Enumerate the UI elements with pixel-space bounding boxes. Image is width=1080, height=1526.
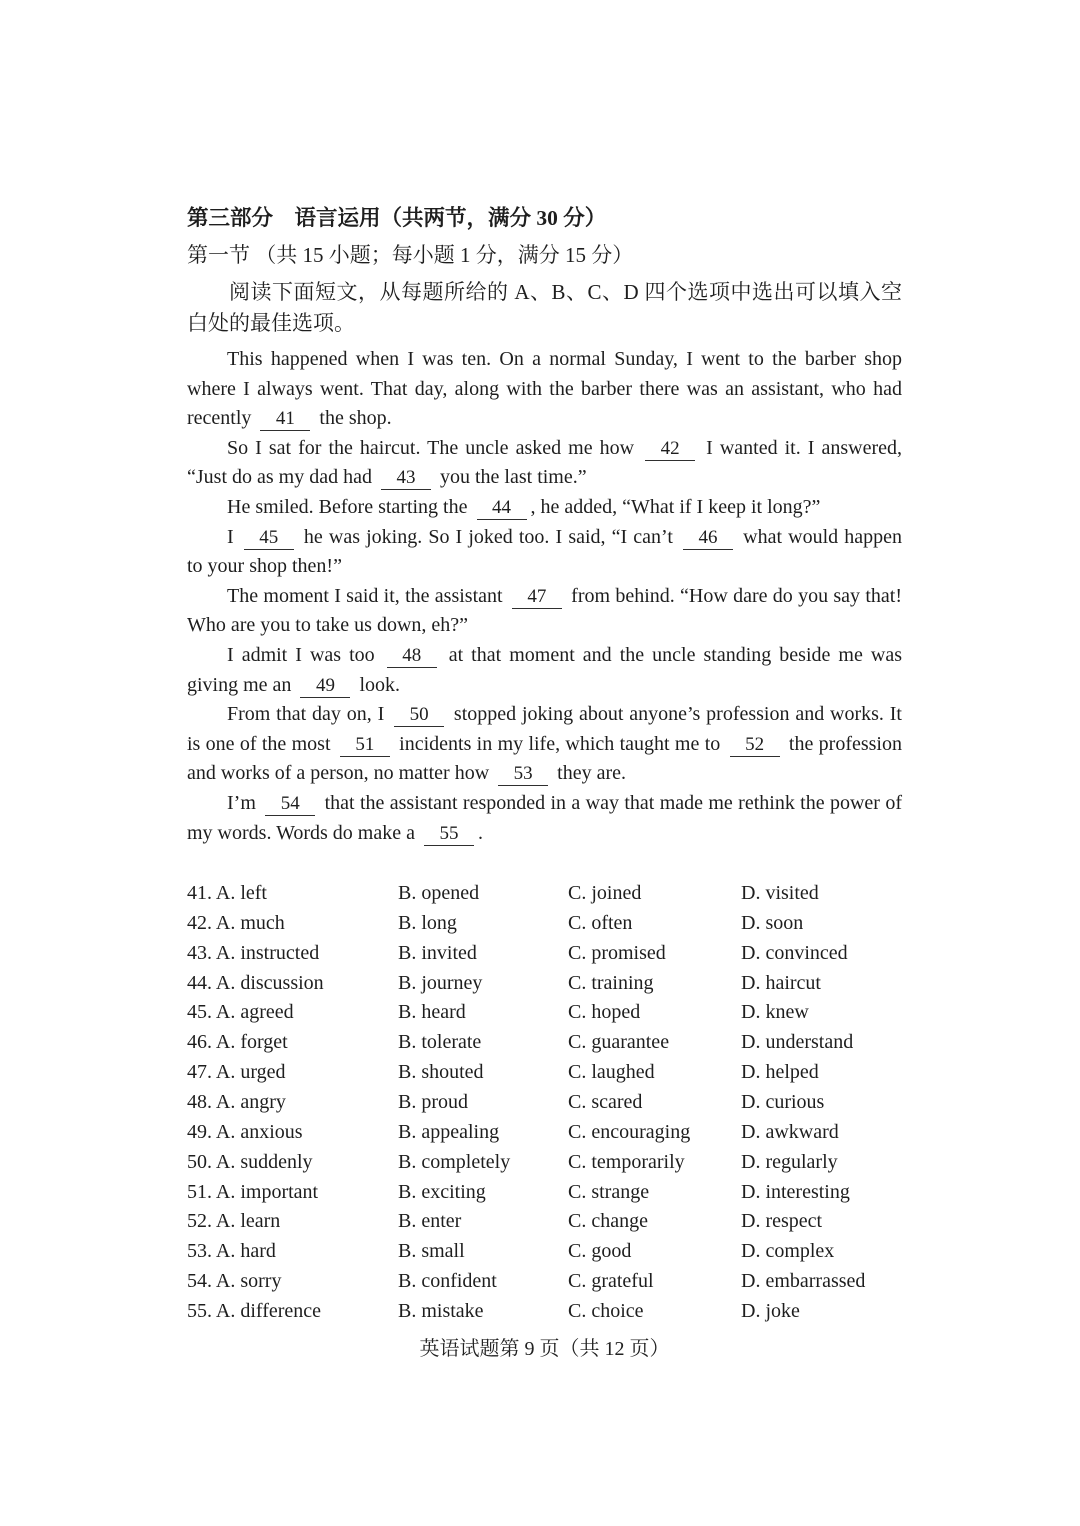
question-row-53 — [187, 1237, 902, 1267]
cloze-blank-45: 45 — [244, 527, 294, 550]
cloze-blank-55: 55 — [424, 823, 474, 846]
option-55-C: C. choice — [568, 1299, 644, 1322]
option-54-C: C. grateful — [568, 1270, 654, 1293]
question-row-48 — [187, 1088, 902, 1118]
passage-paragraph: I’m 54 that the assistant responded in a way that made me rethink the power of my words. Words do make a 55 . — [187, 791, 902, 844]
option-45-D: D. knew — [741, 1001, 809, 1024]
question-row-45 — [187, 998, 902, 1028]
option-52-D: D. respect — [741, 1210, 823, 1233]
option-42-A: 42. A. much — [187, 911, 285, 934]
option-49-D: D. awkward — [741, 1120, 839, 1143]
option-52-C: C. change — [568, 1210, 648, 1233]
option-48-D: D. curious — [741, 1091, 825, 1113]
question-row-41 — [187, 879, 902, 909]
option-54-D: D. embarrassed — [741, 1270, 866, 1293]
option-46-C: C. guarantee — [568, 1031, 670, 1054]
cloze-blank-41: 41 — [260, 408, 310, 431]
passage — [187, 345, 902, 848]
passage-paragraph: So I sat for the haircut. The uncle asked me how 42 I wanted it. I answered, “Just do as my dad had 43 you the last time.” — [187, 436, 902, 489]
question-row-49 — [187, 1118, 902, 1148]
cloze-blank-50: 50 — [394, 704, 444, 727]
option-50-C: C. temporarily — [568, 1150, 685, 1173]
question-row-52 — [187, 1207, 902, 1237]
option-54-A: 54. A. sorry — [187, 1270, 282, 1293]
passage-paragraph: He smiled. Before starting the 44 , he added, “What if I keep it long?” — [227, 495, 821, 518]
passage-paragraph: I 45 he was joking. So I joked too. I said, “I can’t 46 what would happen to your shop then!” — [187, 525, 902, 578]
option-49-C: C. encouraging — [568, 1120, 691, 1143]
passage-paragraph: This happened when I was ten. On a normal Sunday, I went to the barber shop where I always went. That day, along with the barber there was an assistant, who had recently 41 the shop. — [187, 348, 902, 430]
passage-paragraph: I admit I was too 48 at that moment and the uncle standing beside me was giving me an 49 look. — [187, 643, 902, 696]
option-55-D: D. joke — [741, 1299, 800, 1322]
option-47-D: D. helped — [741, 1061, 819, 1084]
option-48-A: 48. A. angry — [187, 1091, 286, 1113]
question-row-54 — [187, 1267, 902, 1297]
option-50-B: B. completely — [398, 1150, 511, 1173]
question-row-51 — [187, 1178, 902, 1208]
question-row-43 — [187, 939, 902, 969]
cloze-blank-42: 42 — [645, 438, 695, 461]
option-46-D: D. understand — [741, 1031, 854, 1054]
option-43-D: D. convinced — [741, 941, 848, 964]
option-49-B: B. appealing — [398, 1120, 500, 1143]
option-45-A: 45. A. agreed — [187, 1001, 294, 1024]
option-50-A: 50. A. suddenly — [187, 1150, 313, 1173]
option-48-B: B. proud — [398, 1091, 468, 1113]
cloze-blank-44: 44 — [477, 497, 527, 520]
cloze-blank-46: 46 — [683, 527, 733, 550]
passage-paragraph: The moment I said it, the assistant 47 from behind. “How dare do you say that! Who are you to take us down, eh?” — [187, 584, 902, 637]
cloze-blank-51: 51 — [340, 734, 390, 757]
option-53-B: B. small — [398, 1240, 465, 1263]
option-43-C: C. promised — [568, 941, 666, 964]
option-53-D: D. complex — [741, 1240, 835, 1263]
option-52-A: 52. A. learn — [187, 1210, 281, 1233]
option-52-B: B. enter — [398, 1210, 462, 1233]
cloze-blank-52: 52 — [730, 734, 780, 757]
option-51-C: C. strange — [568, 1180, 650, 1203]
option-41-A: 41. A. left — [187, 882, 267, 905]
cloze-blank-43: 43 — [381, 467, 431, 490]
option-46-B: B. tolerate — [398, 1031, 482, 1054]
option-44-C: C. training — [568, 971, 654, 994]
option-51-D: D. interesting — [741, 1180, 850, 1203]
cloze-blank-48: 48 — [387, 645, 437, 668]
question-row-55 — [187, 1297, 902, 1327]
option-54-B: B. confident — [398, 1270, 497, 1293]
question-row-42 — [187, 909, 902, 939]
option-50-D: D. regularly — [741, 1150, 838, 1173]
option-45-C: C. hoped — [568, 1001, 641, 1024]
option-41-C: C. joined — [568, 882, 642, 905]
option-45-B: B. heard — [398, 1001, 466, 1024]
option-47-C: C. laughed — [568, 1061, 655, 1084]
option-46-A: 46. A. forget — [187, 1031, 288, 1054]
cloze-blank-53: 53 — [498, 763, 548, 786]
option-41-B: B. opened — [398, 882, 480, 905]
option-41-D: D. visited — [741, 882, 819, 905]
option-47-B: B. shouted — [398, 1061, 484, 1084]
option-51-B: B. exciting — [398, 1180, 486, 1203]
option-42-B: B. long — [398, 911, 457, 934]
passage-paragraph: From that day on, I 50 stopped joking about anyone’s profession and works. It is one of the most 51 incidents in my life, which taught me to 52 the profession and works of a person, no matter how 53 they are. — [187, 703, 902, 785]
section-heading: 第一节 （共 15 小题；每小题 1 分，满分 15 分） — [187, 243, 634, 267]
option-47-A: 47. A. urged — [187, 1061, 286, 1084]
option-44-D: D. haircut — [741, 971, 821, 994]
option-44-A: 44. A. discussion — [187, 971, 324, 994]
option-55-A: 55. A. difference — [187, 1299, 322, 1322]
option-48-C: C. scared — [568, 1091, 643, 1113]
option-55-B: B. mistake — [398, 1299, 484, 1322]
option-51-A: 51. A. important — [187, 1180, 319, 1203]
option-43-A: 43. A. instructed — [187, 941, 320, 964]
option-42-D: D. soon — [741, 911, 804, 934]
option-53-A: 53. A. hard — [187, 1240, 276, 1263]
cloze-blank-54: 54 — [265, 793, 315, 816]
option-49-A: 49. A. anxious — [187, 1120, 303, 1143]
options-table — [187, 879, 902, 1327]
part-heading: 第三部分 语言运用（共两节，满分 30 分） — [187, 206, 607, 230]
cloze-blank-49: 49 — [300, 675, 350, 698]
question-row-50 — [187, 1148, 902, 1178]
page-number-footer: 英语试题第 9 页（共 12 页） — [419, 1337, 670, 1360]
option-53-C: C. good — [568, 1240, 632, 1263]
option-43-B: B. invited — [398, 941, 477, 964]
option-44-B: B. journey — [398, 971, 483, 994]
question-row-46 — [187, 1028, 902, 1058]
question-row-44 — [187, 969, 902, 999]
cloze-blank-47: 47 — [512, 586, 562, 609]
instructions: 阅读下面短文，从每题所给的 A、B、C、D 四个选项中选出可以填入空白处的最佳选项。 — [187, 280, 902, 335]
question-row-47 — [187, 1058, 902, 1088]
option-42-C: C. often — [568, 911, 633, 934]
